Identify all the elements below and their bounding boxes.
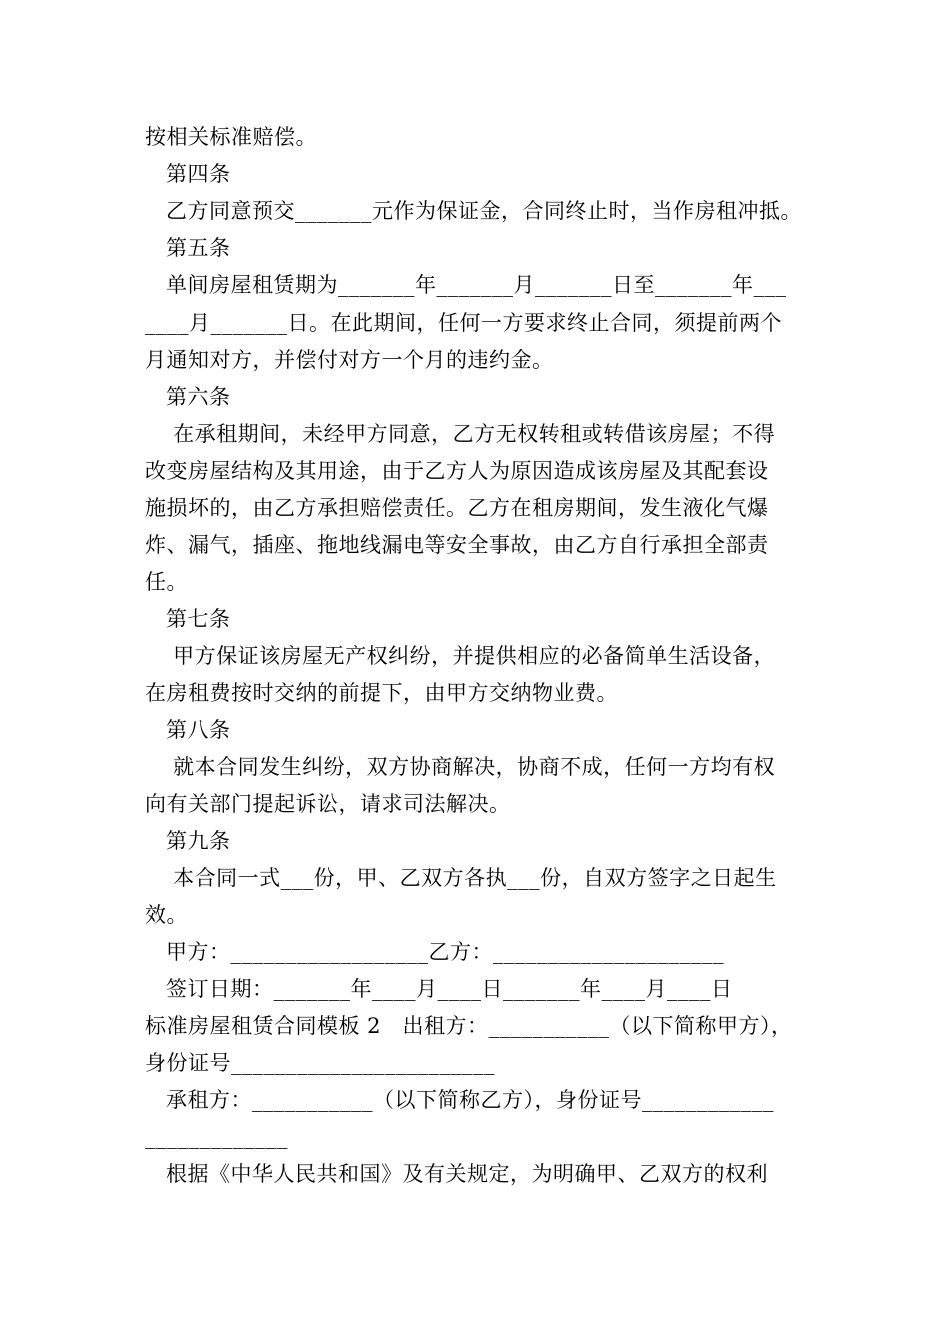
paragraph-line: 就本合同发生纠纷，双方协商解决，协商不成，任何一方均有权	[166, 755, 776, 779]
paragraph-line: 炸、漏气，插座、拖地线漏电等安全事故，由乙方自行承担全部责	[145, 533, 769, 557]
paragraph-line: 任。	[145, 570, 188, 594]
paragraph-line: 施损坏的，由乙方承担赔偿责任。乙方在租房期间，发生液化气爆	[145, 496, 769, 520]
paragraph-line: 按相关标准赔偿。	[145, 125, 317, 149]
paragraph-line: 向有关部门提起诉讼，请求司法解决。	[145, 792, 511, 816]
paragraph-line: 承租方：___________（以下简称乙方），身份证号____________	[166, 1088, 774, 1112]
paragraph-line: 甲方保证该房屋无产权纠纷，并提供相应的必备简单生活设备，	[166, 644, 776, 668]
signing-date-line: 签订日期：_______年____月____日_______年____月____日	[166, 977, 733, 1001]
signature-line: 甲方：__________________乙方：_____________________	[166, 940, 724, 964]
paragraph-line: 在房租费按时交纳的前提下，由甲方交纳物业费。	[145, 681, 618, 705]
paragraph-line: 效。	[145, 903, 188, 927]
paragraph-line: 在承租期间，未经甲方同意，乙方无权转租或转借该房屋；不得	[166, 422, 776, 446]
paragraph-line: 乙方同意预交_______元作为保证金，合同终止时，当作房租冲抵。	[166, 199, 802, 223]
article-heading: 第五条	[166, 236, 231, 260]
paragraph-line: ____月_______日。在此期间，任何一方要求终止合同，须提前两个	[145, 311, 782, 335]
paragraph-line: _____________	[145, 1125, 288, 1149]
article-heading: 第九条	[166, 829, 231, 853]
article-heading: 第四条	[166, 162, 231, 186]
article-heading: 第七条	[166, 607, 231, 631]
article-heading: 第八条	[166, 718, 231, 742]
section-title-line: 标准房屋租赁合同模板 2 出租方：___________（以下简称甲方），	[145, 1014, 793, 1038]
paragraph-line: 单间房屋租赁期为_______年_______月_______日至_______年___	[166, 273, 787, 297]
article-heading: 第六条	[166, 385, 231, 409]
paragraph-line: 月通知对方，并偿付对方一个月的违约金。	[145, 348, 554, 372]
paragraph-line: 本合同一式___份，甲、乙双方各执___份，自双方签字之日起生	[166, 866, 777, 890]
paragraph-line: 身份证号________________________	[145, 1051, 495, 1075]
paragraph-line: 根据《中华人民共和国》及有关规定，为明确甲、乙双方的权利	[166, 1162, 768, 1186]
paragraph-line: 改变房屋结构及其用途，由于乙方人为原因造成该房屋及其配套设	[145, 459, 769, 483]
